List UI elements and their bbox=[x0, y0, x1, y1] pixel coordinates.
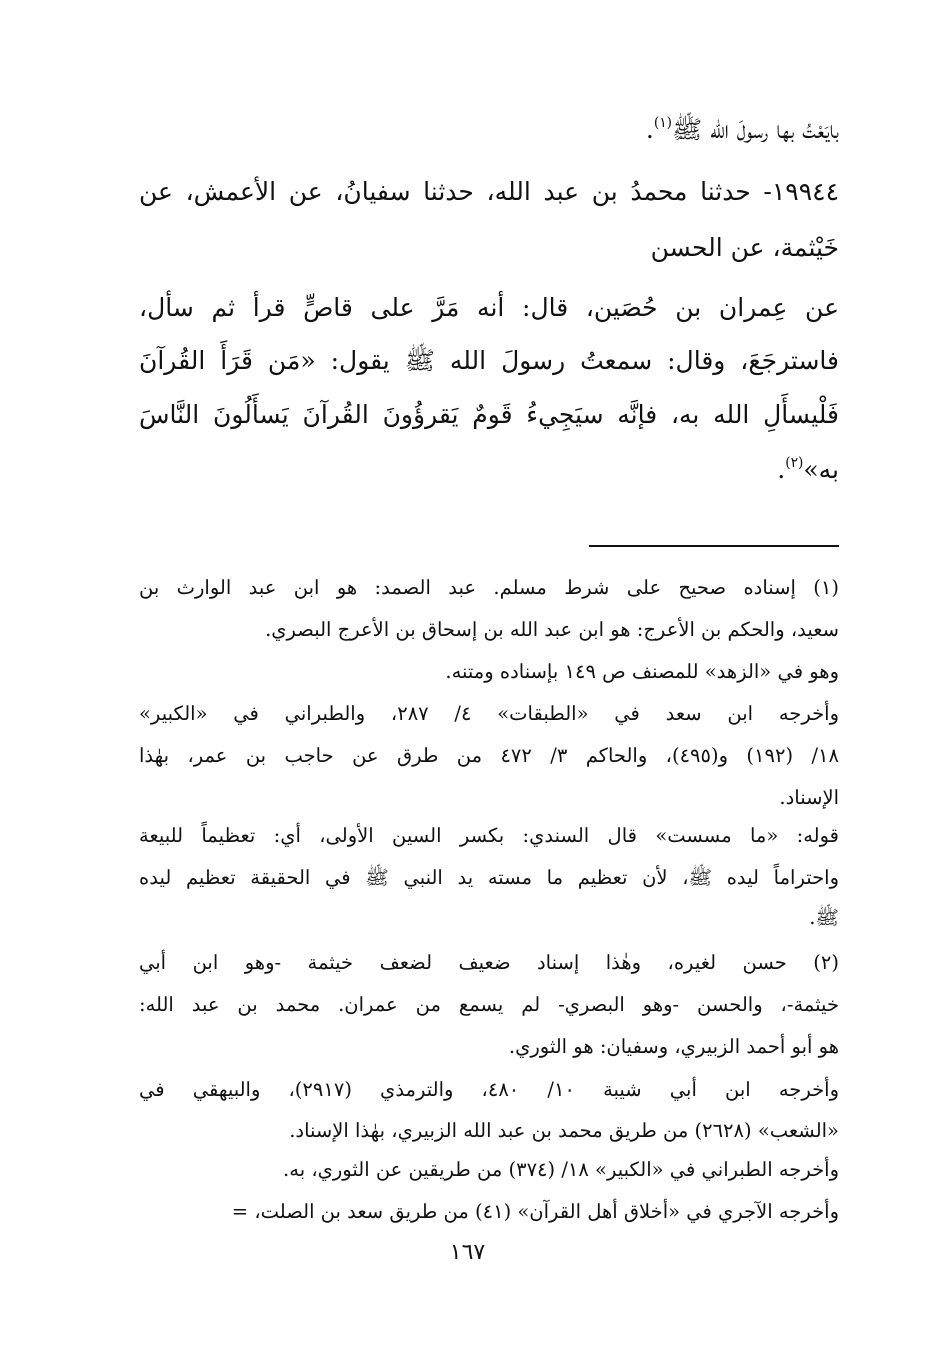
footnote-line-6: الإسناد. bbox=[779, 786, 839, 809]
body-line-1 bbox=[139, 115, 839, 145]
body-line-2: ١٩٩٤٤- حدثنا محمدُ بن عبد الله، حدثنا سفيانُ، عن الأعمش، عن bbox=[139, 177, 839, 206]
body-line-7-punct: . bbox=[777, 455, 786, 484]
body-line-1-text: بايَعْتُ بها رسولَ الله ﷺ bbox=[671, 115, 839, 144]
body-line-1-punct: . bbox=[645, 115, 654, 144]
page-number: ١٦٧ bbox=[449, 1240, 486, 1265]
footnote-line-1: (١) إسناده صحيح على شرط مسلم. عبد الصمد: هو ابن عبد الوارث بن bbox=[139, 576, 839, 599]
footnote-line-4: وأخرجه ابن سعد في «الطبقات» ٤/ ٢٨٧، والطبراني في «الكبير» bbox=[139, 702, 839, 725]
body-line-7 bbox=[139, 455, 839, 485]
footnote-line-13: وأخرجه ابن أبي شيبة ١٠/ ٤٨٠، والترمذي (٢٩١٧)، والبيهقي في bbox=[139, 1078, 839, 1101]
footnote-line-7: قوله: «ما مسست» قال السندي: بكسر السين الأولى، أي: تعظيماً للبيعة bbox=[139, 824, 839, 847]
body-line-7-text: به» bbox=[803, 455, 839, 484]
footnote-line-3: وهو في «الزهد» للمصنف ص ١٤٩ بإسناده ومتنه. bbox=[445, 660, 839, 683]
body-line-6: فَلْيسأَلِ الله به، فإنَّه سيَجِيءُ قَومٌ يَقرؤُونَ القُرآنَ يَسأَلُونَ النَّاسَ bbox=[139, 400, 839, 429]
footnote-separator bbox=[589, 545, 839, 547]
footnote-line-14: «الشعب» (٢٦٢٨) من طريق محمد بن عبد الله الزبيري، بهٰذا الإسناد. bbox=[289, 1119, 839, 1142]
footnote-line-9: ﷺ. bbox=[809, 906, 839, 929]
footnote-line-16: وأخرجه الآجري في «أخلاق أهل القرآن» (٤١) من طريق سعد بن الصلت، = bbox=[231, 1200, 839, 1223]
body-line-3: خَيْثمة، عن الحسن bbox=[650, 233, 839, 262]
footnote-line-2: سعيد، والحكم بن الأعرج: هو ابن عبد الله بن إسحاق بن الأعرج البصري. bbox=[265, 618, 839, 641]
footnote-ref-1: (١) bbox=[653, 115, 672, 131]
body-line-5: فاسترجَعَ، وقال: سمعتُ رسولَ الله ﷺ يقول: «مَن قَرَأَ القُرآنَ bbox=[139, 346, 839, 375]
body-line-4: عن عِمران بن حُصَين، قال: أنه مَرَّ على قاصٍّ قرأ ثم سأل، bbox=[139, 293, 839, 322]
footnote-line-10: (٢) حسن لغيره، وهٰذا إسناد ضعيف لضعف خيثمة -وهو ابن أبي bbox=[139, 951, 839, 974]
footnote-ref-2: (٢) bbox=[785, 455, 804, 471]
footnote-line-11: خيثمة-، والحسن -وهو البصري- لم يسمع من عمران. محمد بن عبد الله: bbox=[139, 993, 839, 1016]
footnote-line-12: هو أبو أحمد الزبيري، وسفيان: هو الثوري. bbox=[508, 1035, 839, 1058]
footnote-line-15: وأخرجه الطبراني في «الكبير» ١٨/ (٣٧٤) من طريقين عن الثوري، به. bbox=[283, 1158, 839, 1181]
footnote-line-5: ١٨/ (١٩٢) و(٤٩٥)، والحاكم ٣/ ٤٧٢ من طرق عن حاجب بن عمر، بهٰذا bbox=[139, 744, 839, 767]
footnote-line-8: واحتراماً ليده ﷺ، لأن تعظيم ما مسته يد النبي ﷺ في الحقيقة تعظيم ليده bbox=[139, 866, 839, 889]
